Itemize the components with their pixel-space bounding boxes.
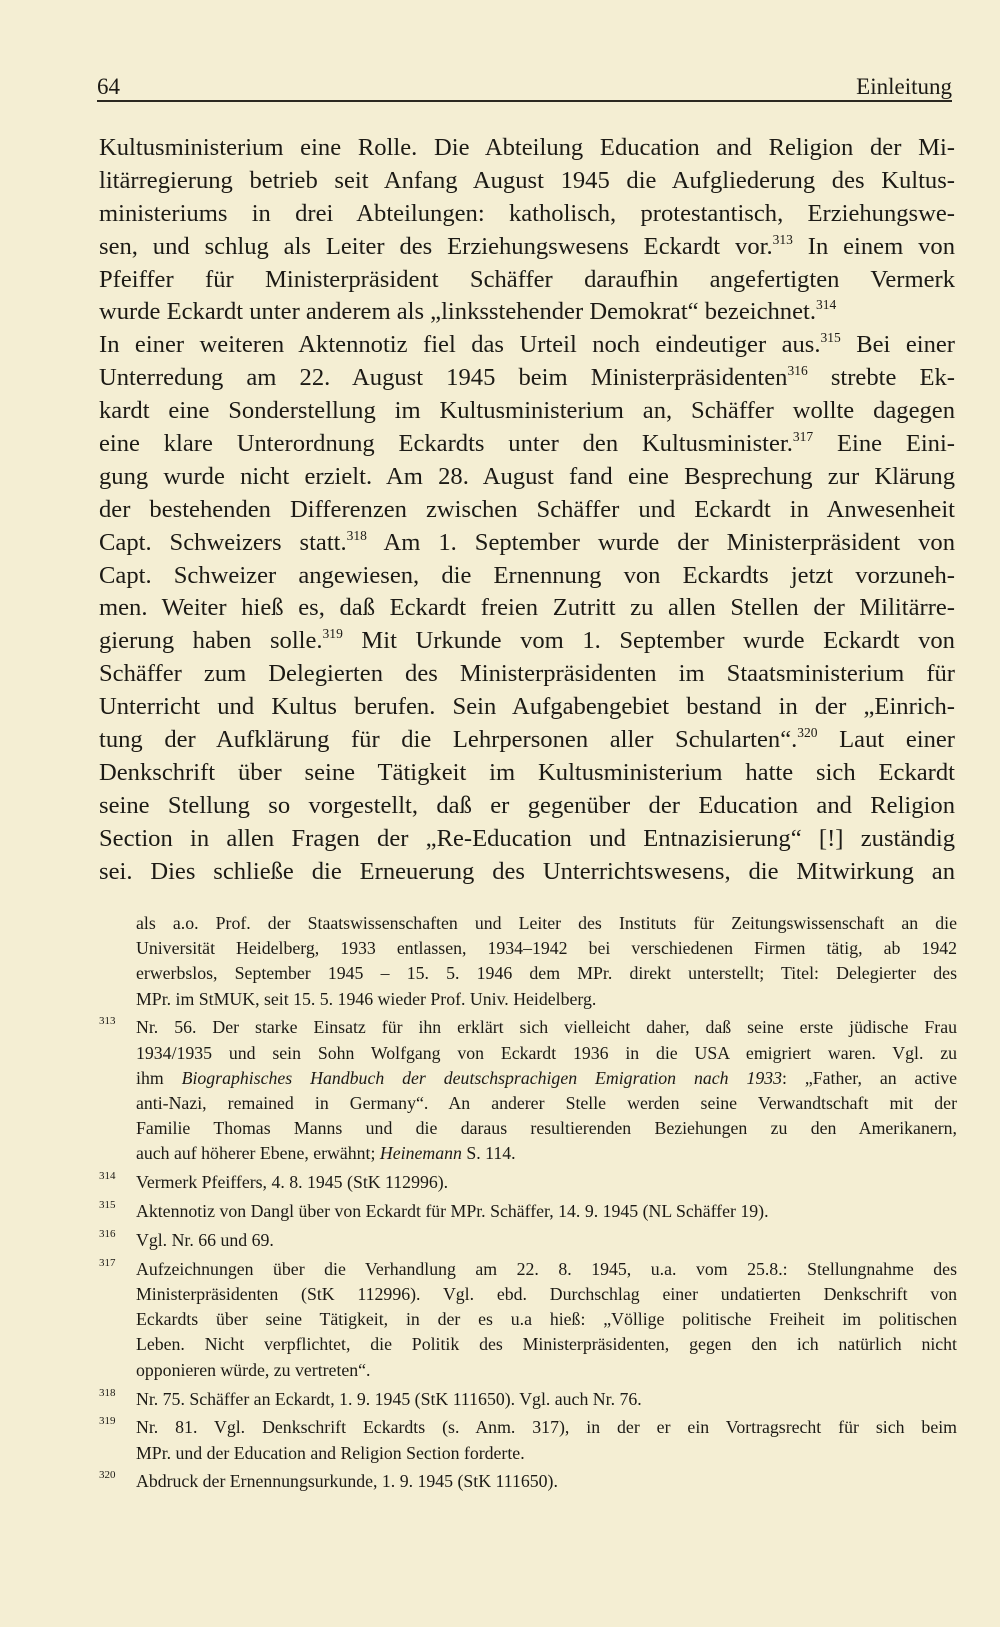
footnote-line [99,1358,957,1383]
body-line: In einer weiteren Aktennotiz fiel das Urteil noch eindeutiger aus.$^{315}$ Bei einer [99,330,955,359]
footnote-number [99,1326,136,1351]
footnote-text: 1934/1935 und sein Sohn Wolfgang von Eckardt 1936 in die USA emigriert waren. Vgl. zu [136,1042,957,1063]
body-line: Section in allen Fragen der „Re-Education und Entnazisierung“ [!] zuständig [99,824,955,852]
body-line: seine Stellung so vorgestellt, daß er gegenüber der Education and Religion [99,791,955,819]
footnote-line [99,1387,957,1412]
body-line: litärregierung betrieb seit Anfang August 1945 die Aufgliederung des Kultus- [99,166,955,194]
header-rule [97,100,952,102]
body-line: sei. Dies schließe die Erneuerung des Unterrichtswesens, die Mitwirkung an [99,857,955,885]
footnote-line [99,1141,957,1166]
body-line: Unterricht und Kultus berufen. Sein Aufgabengebiet bestand in der „Einrich- [99,693,955,721]
footnote-text: Ministerpräsidenten (StK 112996). Vgl. ebd. Durchschlag einer undatierten Denkschrift von [136,1284,957,1305]
body-line: kardt eine Sonderstellung im Kultusministerium an, Schäffer wollte dagegen [99,397,955,425]
footnote-text: Nr. 75. Schäffer an Eckardt, 1. 9. 1945 (StK 111650). Vgl. auch Nr. 76. [136,1388,642,1409]
footnote-line [99,1469,957,1494]
footnotes [99,911,957,1495]
page-header [97,64,952,100]
body-line: Schäffer zum Delegierten des Ministerpräsidenten im Staatsministerium für [99,660,955,688]
footnote-text: Aktennotiz von Dangl über von Eckardt für MPr. Schäffer, 14. 9. 1945 (NL Schäffer 19). [136,1201,769,1222]
footnote-ref: 313 [772,231,793,247]
footnote-line [99,1415,957,1440]
footnote-ref: 316 [787,363,808,379]
footnote-text: opponieren würde, zu vertreten“. [136,1359,371,1380]
footnote-ref: 317 [792,428,814,444]
footnote-text: ihm Biographisches Handbuch der deutschsprachigen Emigration nach 1933: „Father, an active [136,1067,958,1088]
footnote-line [99,1041,957,1066]
footnote-number [99,1060,136,1085]
body-line: eine klare Unterordnung Eckardts unter den Kultusminister.$^{317}$ Eine Eini- [99,428,955,458]
footnote-continuation-line: erwerbslos, September 1945 – 15. 5. 1946 dem MPr. direkt unterstellt; Titel: Delegierter des [136,963,957,984]
footnote-number: 315 [99,1199,116,1212]
footnote-ref: 318 [346,527,367,543]
footnote-text: Leben. Nicht verpflichtet, die Politik des Ministerpräsidenten, gegen den ich natürlich nicht [136,1334,957,1355]
footnote-text: Eckardts über seine Tätigkeit, in der es u.a hieß: „Völlige politische Freiheit im politischen [136,1309,957,1330]
footnote-number [99,1301,136,1326]
footnote-text: Aufzeichnungen über die Verhandlung am 22. 8. 1945, u.a. vom 25.8.: Stellungnahme des [136,1258,957,1279]
footnote-line [99,1228,957,1253]
footnote-line [99,1066,957,1091]
body-line: tung der Aufklärung für die Lehrpersonen aller Schularten“.$^{320}$ Laut einer [99,724,955,754]
footnote-continuation-line: Universität Heidelberg, 1933 entlassen, 1934–1942 bei verschiedenen Firmen tätig, ab 1942 [136,938,957,959]
body-line: gung wurde nicht erzielt. Am 28. August fand eine Besprechung zur Klärung [99,462,955,490]
footnote-line [99,1170,957,1195]
body-line: Capt. Schweizer angewiesen, die Ernennung von Eckardts jetzt vorzuneh- [99,561,955,589]
footnote-text: Abdruck der Ernennungsurkunde, 1. 9. 1945 (StK 111650). [136,1471,558,1492]
footnote-ref: 314 [816,297,837,313]
italic-title: Heinemann [379,1143,462,1164]
footnote-text: anti-Nazi, remained in Germany“. An anderer Stelle werden seine Verwandtschaft mit der [136,1093,957,1113]
footnote-line [99,1015,957,1040]
footnote-ref: 320 [797,724,818,740]
footnote-number: 313 [99,1015,116,1028]
footnote-line [99,1199,957,1224]
running-title: Einleitung [856,74,952,99]
footnote-number [99,1110,136,1135]
footnote-number: 318 [99,1386,116,1399]
footnote-continuation-line: als a.o. Prof. der Staatswissenschaften und Leiter des Instituts für Zeitungswissenschaft an die [136,913,957,933]
footnote-number: 319 [99,1415,116,1428]
footnote-line [99,1307,957,1332]
footnote-line [99,1091,957,1116]
footnote-continuation-line: MPr. im StMUK, seit 15. 5. 1946 wieder Prof. Univ. Heidelberg. [136,988,597,1009]
italic-title: Biographisches Handbuch der deutschsprachigen Emigration nach 1933 [181,1067,783,1088]
footnote-line [99,1441,957,1466]
body-line: der bestehenden Differenzen zwischen Schäffer und Eckardt in Anwesenheit [99,495,955,523]
footnote-number: 320 [99,1469,116,1482]
footnote-line [99,1332,957,1357]
footnote-number [99,1352,136,1377]
footnote-number [99,1085,136,1110]
body-line: gierung haben solle.$^{319}$ Mit Urkunde vom 1. September wurde Eckardt von [99,626,955,655]
body-line: wurde Eckardt unter anderem als „linksstehender Demokrat“ bezeichnet.$^{314}$ [99,297,837,326]
main-text [99,132,955,888]
footnote-ref: 319 [322,626,343,642]
footnote-number: 316 [99,1228,116,1240]
footnote-number [99,1135,136,1160]
footnote-text: Nr. 81. Vgl. Denkschrift Eckardts (s. Anm. 317), in der er ein Vortragsrecht für sich beim [136,1417,957,1438]
footnote-number [99,1035,136,1060]
footnote-text: Familie Thomas Manns und die daraus resultierenden Beziehungen zu den Amerikanern, [136,1118,957,1139]
body-line: Capt. Schweizers statt.$^{318}$ Am 1. September wurde der Ministerpräsident von [99,527,955,556]
body-line: Unterredung am 22. August 1945 beim Ministerpräsidenten$^{316}$ strebte Ek- [99,363,955,392]
body-line: men. Weiter hieß es, daß Eckardt freien Zutritt zu allen Stellen der Militärre- [99,594,955,622]
footnote-number: 317 [99,1256,116,1269]
body-line: Pfeiffer für Ministerpräsident Schäffer daraufhin angefertigten Vermerk [99,265,955,293]
footnote-text: auch auf höherer Ebene, erwähnt; Heinemann S. 114. [136,1143,516,1164]
body-line: Kultusministerium eine Rolle. Die Abteilung Education and Religion der Mi- [99,134,955,161]
footnote-line [99,1116,957,1141]
footnote-line [99,1282,957,1307]
footnote-number: 314 [99,1170,116,1183]
footnote-line [99,1257,957,1282]
body-line: Denkschrift über seine Tätigkeit im Kultusministerium hatte sich Eckardt [99,758,955,786]
page-number: 64 [97,74,120,99]
footnote-text: Nr. 56. Der starke Einsatz für ihn erklärt sich vielleicht daher, daß seine erste jüdische Frau [136,1017,957,1038]
body-line: ministeriums in drei Abteilungen: katholisch, protestantisch, Erziehungswe- [99,199,955,227]
footnote-number [99,1276,136,1301]
footnote-number [99,1435,136,1460]
footnote-ref: 315 [820,330,841,346]
footnote-text: Vermerk Pfeiffers, 4. 8. 1945 (StK 112996). [136,1172,449,1193]
footnote-text: Vgl. Nr. 66 und 69. [136,1230,274,1250]
footnote-text: MPr. und der Education and Religion Section forderte. [136,1442,525,1463]
body-line: sen, und schlug als Leiter des Erziehungswesens Eckardt vor.$^{313}$ In einem von [99,231,955,260]
